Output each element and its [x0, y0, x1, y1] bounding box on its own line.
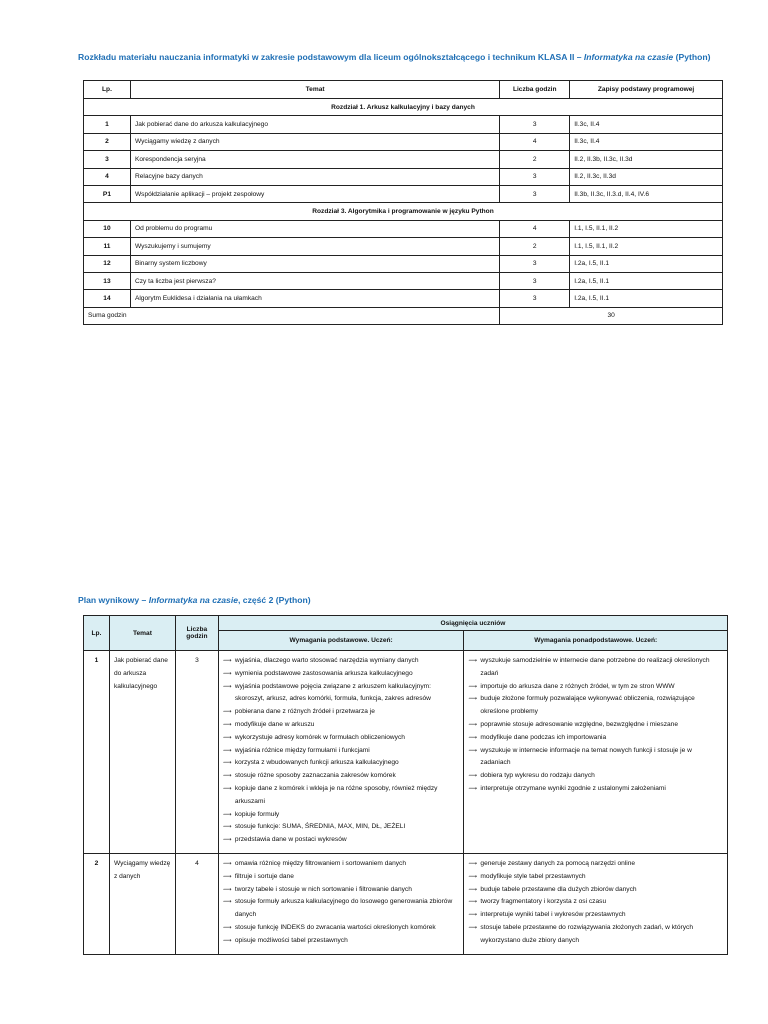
list-item	[223, 896, 460, 922]
arrow-bullet-icon: ⟿	[468, 773, 478, 780]
row-temat: Algorytm Euklidesa i działania na ułamkach	[130, 290, 499, 307]
row-godziny: 3	[500, 272, 570, 289]
plan-row-godziny: 3	[175, 651, 218, 854]
requirement-text: generuje zestawy danych za pomocą narzędzi online	[480, 859, 636, 867]
row-godziny: 3	[500, 185, 570, 202]
list-item	[223, 834, 460, 847]
requirement-text: tworzy fragmentatory i korzysta z osi czasu	[480, 898, 607, 906]
row-lp: 1	[84, 116, 131, 133]
requirement-text: stosuje różne sposoby zaznaczania zakresów komórek	[234, 772, 396, 780]
arrow-bullet-icon: ⟿	[468, 860, 478, 867]
list-item	[223, 809, 460, 822]
requirement-text: pobierana dane z różnych źródeł i przetwarza je	[234, 708, 375, 716]
arrow-bullet-icon: ⟿	[468, 696, 478, 703]
requirement-text: korzysta z wbudowanych funkcji arkusza kalkulacyjnego	[234, 759, 399, 767]
arrow-bullet-icon: ⟿	[222, 747, 232, 754]
requirement-text: opisuje możliwości tabel przestawnych	[234, 936, 348, 944]
list-item	[468, 896, 723, 909]
table-row	[84, 290, 723, 307]
sum-label: Suma godzin	[84, 307, 500, 324]
plan-table	[83, 615, 728, 955]
arrow-bullet-icon: ⟿	[468, 924, 478, 931]
row-temat: Jak pobierać dane do arkusza kalkulacyjnego	[130, 116, 499, 133]
arrow-bullet-icon: ⟿	[468, 734, 478, 741]
schedule-table	[83, 80, 723, 325]
list-item	[468, 719, 723, 732]
list-item	[468, 745, 723, 771]
list-item	[468, 770, 723, 783]
row-lp: 11	[84, 238, 131, 255]
arrow-bullet-icon: ⟿	[222, 886, 232, 893]
list-item	[223, 681, 460, 707]
arrow-bullet-icon: ⟿	[468, 683, 478, 690]
title-text: Rozkładu materiału nauczania informatyki w zakresie podstawowym dla liceum ogólnokształcącego i technikum KLASA II –	[78, 52, 584, 62]
plan-row	[84, 651, 728, 854]
list-item	[223, 783, 460, 809]
list-item	[468, 681, 723, 694]
row-godziny: 4	[500, 220, 570, 237]
row-zapisy: I.1, I.5, II.1, II.2	[570, 238, 723, 255]
col-header-lp: Lp.	[84, 81, 131, 99]
row-lp: 4	[84, 168, 131, 185]
list-item	[468, 909, 723, 922]
requirements-list	[223, 655, 460, 847]
table-row	[84, 220, 723, 237]
requirement-text: stosuje funkcję INDEKS do zwracania wartości określonych komórek	[234, 923, 436, 931]
requirement-text: kopiuje dane z komórek i wkleja je na różne sposoby, również między arkuszami	[234, 784, 438, 805]
list-item	[223, 935, 460, 948]
table-row	[84, 185, 723, 202]
row-godziny: 2	[500, 151, 570, 168]
row-zapisy: II.2, II.3b, II.3c, II.3d	[570, 151, 723, 168]
arrow-bullet-icon: ⟿	[468, 886, 478, 893]
list-item	[223, 821, 460, 834]
row-godziny: 3	[500, 116, 570, 133]
row-zapisy: II.3b, II.3c, II.3.d, II.4, IV.6	[570, 185, 723, 202]
arrow-bullet-icon: ⟿	[222, 837, 232, 844]
requirements-extended	[464, 853, 728, 954]
row-zapisy: II.3c, II.4	[570, 116, 723, 133]
row-godziny: 3	[500, 290, 570, 307]
row-temat: Wyciągamy wiedzę z danych	[130, 133, 499, 150]
arrow-bullet-icon: ⟿	[468, 873, 478, 880]
list-item	[223, 719, 460, 732]
row-zapisy: I.2a, I.5, II.1	[570, 290, 723, 307]
list-item	[468, 858, 723, 871]
list-item	[468, 871, 723, 884]
list-item	[223, 706, 460, 719]
row-godziny: 3	[500, 255, 570, 272]
arrow-bullet-icon: ⟿	[222, 658, 232, 664]
row-zapisy: I.2a, I.5, II.1	[570, 255, 723, 272]
row-zapisy: II.3c, II.4	[570, 133, 723, 150]
plan-title	[78, 595, 311, 605]
requirement-text: buduje tabele przestawne dla dużych zbiorów danych	[480, 885, 637, 893]
list-item	[223, 745, 460, 758]
list-item	[468, 783, 723, 796]
row-godziny: 4	[500, 133, 570, 150]
section-row	[84, 203, 723, 220]
requirement-text: wyjaśnia podstawowe pojęcia związane z arkuszem kalkulacyjnym: skoroszyt, arkusz, adres komórki, formuła, funkcja, zakres adresów	[234, 682, 431, 703]
row-temat: Czy ta liczba jest pierwsza?	[130, 272, 499, 289]
table-row	[84, 116, 723, 133]
list-item	[223, 770, 460, 783]
arrow-bullet-icon: ⟿	[222, 860, 232, 867]
list-item	[468, 655, 723, 681]
section-title: Rozdział 3. Algorytmika i programowanie w języku Python	[84, 203, 723, 220]
arrow-bullet-icon: ⟿	[222, 721, 232, 728]
requirements-list	[223, 858, 460, 948]
requirement-text: kopiuje formuły	[234, 810, 280, 818]
list-item	[468, 693, 723, 719]
requirement-text: wyjaśnia różnice między formułami i funkcjami	[234, 746, 370, 754]
plan-title-suffix: , część 2 (Python)	[238, 595, 311, 605]
table-row	[84, 238, 723, 255]
plan-row-lp: 1	[84, 651, 110, 854]
arrow-bullet-icon: ⟿	[222, 924, 232, 931]
requirements-extended	[464, 651, 728, 854]
sum-value: 30	[500, 307, 723, 324]
title-suffix: (Python)	[673, 52, 711, 62]
list-item	[223, 757, 460, 770]
row-godziny: 3	[500, 168, 570, 185]
row-zapisy: I.1, I.5, II.1, II.2	[570, 220, 723, 237]
row-zapisy: I.2a, I.5, II.1	[570, 272, 723, 289]
row-lp: 3	[84, 151, 131, 168]
plan-title-italic: Informatyka na czasie	[148, 595, 239, 605]
requirement-text: wyszukuje samodzielnie w internecie dane potrzebne do realizacji określonych zadań	[480, 657, 710, 677]
row-lp: 10	[84, 220, 131, 237]
row-lp: 14	[84, 290, 131, 307]
arrow-bullet-icon: ⟿	[222, 734, 232, 741]
plan-row-temat: Wyciągamy wiedzę z danych	[109, 853, 175, 954]
table-row	[84, 133, 723, 150]
plan-title-text: Plan wynikowy –	[78, 595, 149, 605]
list-item	[223, 668, 460, 681]
plan-col-podstawowe: Wymagania podstawowe. Uczeń:	[218, 631, 464, 651]
requirement-text: wykorzystuje adresy komórek w formułach obliczeniowych	[234, 733, 405, 741]
list-item	[223, 922, 460, 935]
row-temat: Od problemu do programu	[130, 220, 499, 237]
col-header-godziny: Liczba godzin	[500, 81, 570, 99]
requirements-basic	[218, 853, 464, 954]
list-item	[223, 871, 460, 884]
arrow-bullet-icon: ⟿	[222, 937, 232, 944]
plan-col-lp: Lp.	[84, 616, 110, 651]
list-item	[223, 884, 460, 897]
requirement-text: modyfikuje dane w arkuszu	[234, 720, 315, 728]
section-title: Rozdział 1. Arkusz kalkulacyjny i bazy danych	[84, 99, 723, 116]
plan-row-lp: 2	[84, 853, 110, 954]
plan-row-temat: Jak pobierać dane do arkusza kalkulacyjnego	[109, 651, 175, 854]
plan-col-ponadpodstawowe: Wymagania ponadpodstawowe. Uczeń:	[464, 631, 728, 651]
list-item	[468, 884, 723, 897]
requirement-text: poprawnie stosuje adresowanie względne, bezwzględne i mieszane	[480, 720, 678, 728]
requirement-text: modyfikuje style tabel przestawnych	[480, 872, 586, 880]
document-title	[78, 51, 718, 64]
requirement-text: interpretuje otrzymane wyniki zgodnie z ustalonymi założeniami	[480, 784, 666, 792]
requirement-text: wymienia podstawowe zastosowania arkusza kalkulacyjnego	[234, 669, 413, 677]
requirement-text: buduje złożone formuły pozwalające wykonywać obliczenia, rozwiązujące określone problemy	[480, 695, 695, 716]
row-lp: 13	[84, 272, 131, 289]
arrow-bullet-icon: ⟿	[468, 721, 478, 728]
arrow-bullet-icon: ⟿	[468, 912, 478, 919]
requirement-text: importuje do arkusza dane z różnych źródeł, w tym ze stron WWW	[480, 682, 675, 690]
table-row	[84, 255, 723, 272]
requirement-text: przedstawia dane w postaci wykresów	[234, 836, 347, 844]
col-header-zapisy: Zapisy podstawy programowej	[570, 81, 723, 99]
table-row	[84, 168, 723, 185]
row-lp: P1	[84, 185, 131, 202]
requirement-text: interpretuje wyniki tabel i wykresów przestawnych	[480, 911, 626, 919]
row-temat: Współdziałanie aplikacji – projekt zespołowy	[130, 185, 499, 202]
arrow-bullet-icon: ⟿	[468, 785, 478, 792]
requirement-text: tworzy tabele i stosuje w nich sortowanie i filtrowanie danych	[234, 885, 412, 893]
arrow-bullet-icon: ⟿	[468, 747, 478, 754]
arrow-bullet-icon: ⟿	[222, 683, 232, 690]
col-header-temat: Temat	[130, 81, 499, 99]
requirements-list	[468, 655, 723, 796]
arrow-bullet-icon: ⟿	[222, 709, 232, 716]
arrow-bullet-icon: ⟿	[468, 899, 478, 906]
plan-col-godziny: Liczba godzin	[175, 616, 218, 651]
row-lp: 2	[84, 133, 131, 150]
requirement-text: filtruje i sortuje dane	[234, 872, 294, 880]
list-item	[468, 922, 723, 948]
list-item	[223, 732, 460, 745]
requirements-list	[468, 858, 723, 948]
arrow-bullet-icon: ⟿	[222, 899, 232, 906]
plan-header-row	[84, 616, 728, 631]
arrow-bullet-icon: ⟿	[222, 824, 232, 831]
list-item	[223, 858, 460, 871]
arrow-bullet-icon: ⟿	[222, 785, 232, 792]
row-godziny: 2	[500, 238, 570, 255]
plan-row	[84, 853, 728, 954]
arrow-bullet-icon: ⟿	[222, 773, 232, 780]
arrow-bullet-icon: ⟿	[222, 873, 232, 880]
plan-col-temat: Temat	[109, 616, 175, 651]
row-temat: Relacyjne bazy danych	[130, 168, 499, 185]
arrow-bullet-icon: ⟿	[222, 811, 232, 818]
requirement-text: wyszukuje w internecie informacje na temat nowych funkcji i stosuje je w zadaniach	[480, 746, 692, 767]
title-italic: Informatyka na czasie	[583, 52, 674, 62]
arrow-bullet-icon: ⟿	[222, 760, 232, 767]
list-item	[468, 732, 723, 745]
table-header-row	[84, 81, 723, 99]
sum-row	[84, 307, 723, 324]
arrow-bullet-icon: ⟿	[222, 670, 232, 677]
list-item	[223, 655, 460, 668]
row-temat: Binarny system liczbowy	[130, 255, 499, 272]
plan-row-godziny: 4	[175, 853, 218, 954]
requirement-text: stosuje funkcje: SUMA, ŚREDNIA, MAX, MIN, DŁ, JEŻELI	[234, 823, 406, 831]
requirement-text: stosuje tabele przestawne do rozwiązywania złożonych zadań, w których wykorzystano duże zbiory danych	[480, 923, 693, 944]
requirement-text: stosuje formuły arkusza kalkulacyjnego do losowego generowania zbiorów danych	[234, 898, 453, 919]
requirement-text: wyjaśnia, dlaczego warto stosować narzędzia wymiany danych	[234, 657, 419, 664]
row-lp: 12	[84, 255, 131, 272]
requirement-text: dobiera typ wykresu do rodzaju danych	[480, 772, 595, 780]
row-temat: Wyszukujemy i sumujemy	[130, 238, 499, 255]
arrow-bullet-icon: ⟿	[468, 658, 478, 664]
row-zapisy: II.2, II.3c, II.3d	[570, 168, 723, 185]
table-row	[84, 151, 723, 168]
row-temat: Korespondencja seryjna	[130, 151, 499, 168]
requirements-basic	[218, 651, 464, 854]
plan-col-osiagniecia: Osiągnięcia uczniów	[218, 616, 727, 631]
table-row	[84, 272, 723, 289]
section-row	[84, 99, 723, 116]
requirement-text: modyfikuje dane podczas ich importowania	[480, 733, 607, 741]
requirement-text: omawia różnicę między filtrowaniem i sortowaniem danych	[234, 859, 407, 867]
